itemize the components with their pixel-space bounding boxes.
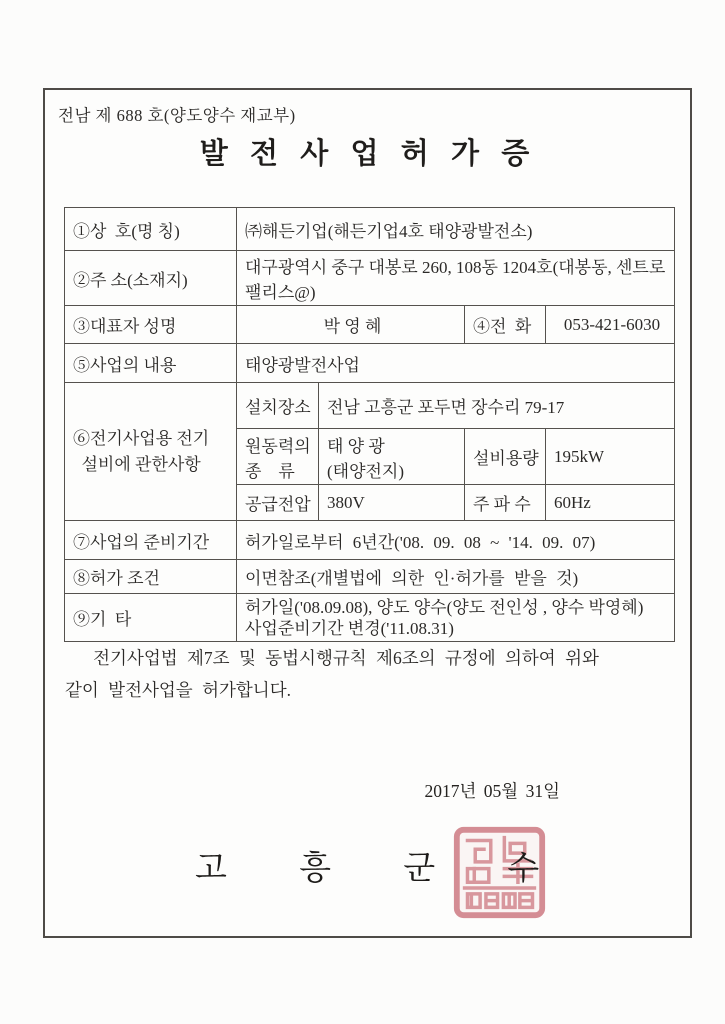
frequency-value: 60Hz: [546, 485, 675, 521]
install-location-label: 설치장소: [237, 383, 319, 429]
power-source-label: 원동력의 종 류: [237, 429, 319, 485]
table-row: [65, 383, 675, 429]
etc-label: ⑨기 타: [65, 594, 237, 642]
company-name-label: ①상 호(명 칭): [65, 208, 237, 251]
phone-value: 053-421-6030: [546, 306, 675, 344]
representative-label: ③대표자 성명: [65, 306, 237, 344]
facility-label: ⑥전기사업용 전기 설비에 관한사항: [65, 383, 237, 521]
license-table: [64, 207, 675, 642]
voltage-value: 380V: [319, 485, 465, 521]
table-row: [65, 208, 675, 251]
capacity-value: 195kW: [546, 429, 675, 485]
table-row: [65, 251, 675, 306]
phone-label: ④전 화: [465, 306, 546, 344]
license-conditions-value: 이면참조(개별법에 의한 인·허가를 받을 것): [237, 560, 675, 594]
frequency-label: 주 파 수: [465, 485, 546, 521]
install-location-value: 전남 고흥군 포두면 장수리 79-17: [319, 383, 675, 429]
business-label: ⑤사업의 내용: [65, 344, 237, 383]
business-value: 태양광발전사업: [237, 344, 675, 383]
preparation-period-label: ⑦사업의 준비기간: [65, 521, 237, 560]
power-source-value: 태 양 광 (태양전지): [319, 429, 465, 485]
voltage-label: 공급전압: [237, 485, 319, 521]
address-value: 대구광역시 중구 대봉로 260, 108동 1204호(대봉동, 센트로팰리스@): [237, 251, 675, 306]
capacity-label: 설비용량: [465, 429, 546, 485]
legal-statement: 전기사업법 제7조 및 동법시행규칙 제6조의 규정에 의하여 위와 같이 발전사업을 허가합니다.: [65, 648, 599, 700]
address-label: ②주 소(소재지): [65, 251, 237, 306]
company-name-value: ㈜해든기업(해든기업4호 태양광발전소): [237, 208, 675, 251]
doc-title: 발 전 사 업 허 가 증: [199, 138, 536, 170]
table-row: [65, 306, 675, 344]
license-conditions-label: ⑧허가 조건: [65, 560, 237, 594]
doc-number: 전남 제 688 호(양도양수 재교부): [58, 106, 296, 125]
table-row: [65, 560, 675, 594]
etc-value: 허가일('08.09.08), 양도 양수(양도 전인성 , 양수 박영혜) 사업준비기간 변경('11.08.31): [237, 594, 675, 642]
representative-value: 박 영 혜: [237, 306, 465, 344]
issuer-signature: 고 흥 군 수: [195, 851, 540, 887]
table-row: [65, 594, 675, 642]
table-row: [65, 344, 675, 383]
document-border-box: [43, 88, 692, 938]
preparation-period-value: 허가일로부터 6년간('08. 09. 08 ~ '14. 09. 07): [237, 521, 675, 560]
issue-date: 2017년 05월 31일: [424, 781, 560, 801]
table-row: [65, 521, 675, 560]
